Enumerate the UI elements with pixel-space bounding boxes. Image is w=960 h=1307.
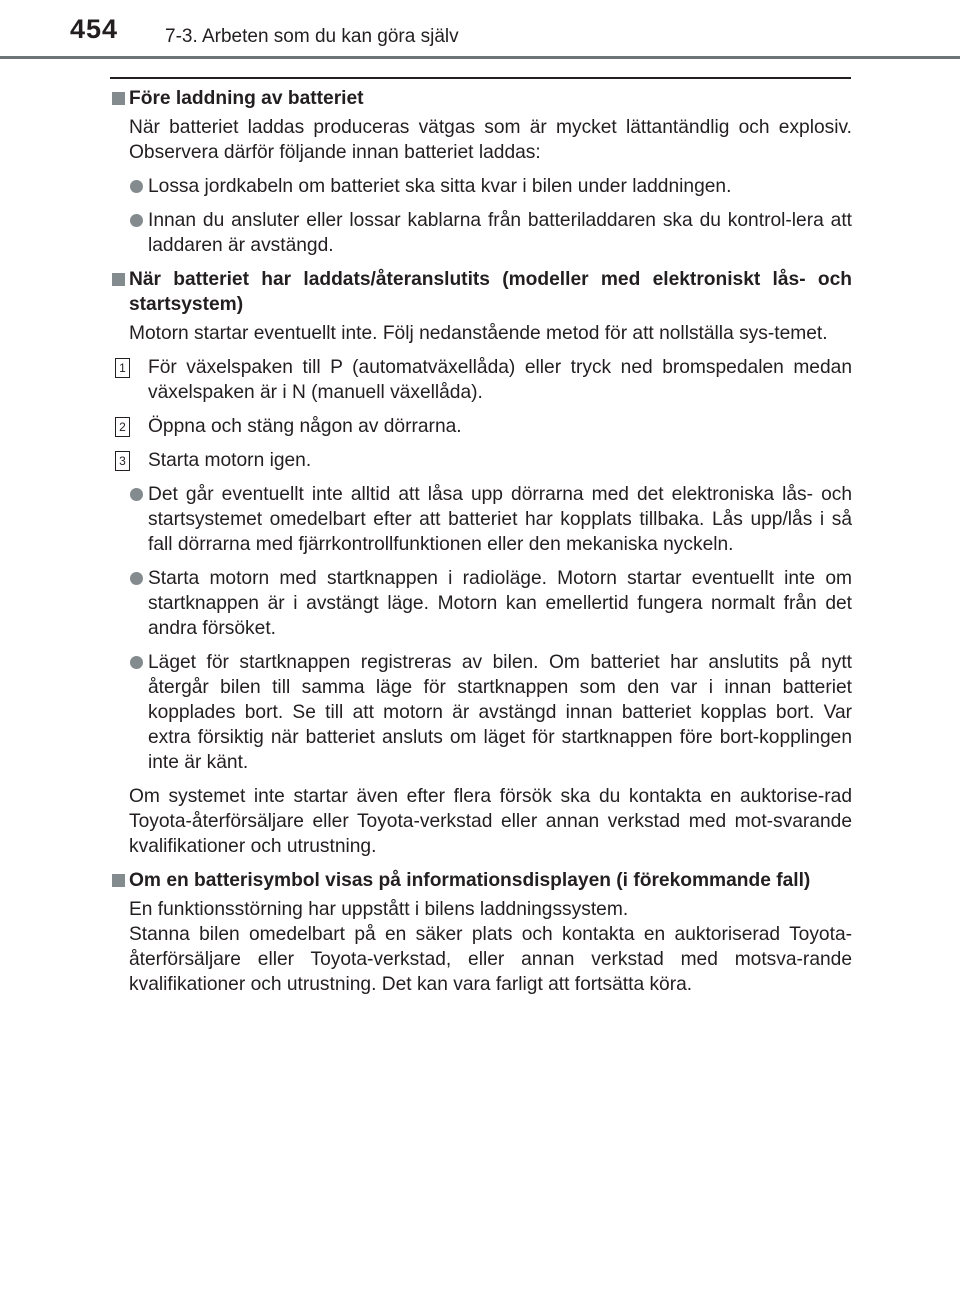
paragraph: Om systemet inte startar även efter flera försök ska du kontakta en auktorise-rad Toyota-återförsäljare eller Toyota-verkstad eller annan verkstad med mot-svarande kvalifikationer och utrustning. — [129, 786, 852, 857]
step-item — [110, 414, 852, 439]
bullet-text: Lossa jordkabeln om batteriet ska sitta kvar i bilen under laddningen. — [148, 176, 732, 197]
bullet-item — [110, 174, 852, 199]
section-title: 7-3. Arbeten som du kan göra själv — [165, 26, 459, 47]
paragraph — [110, 897, 852, 997]
page-content — [110, 86, 852, 1006]
paragraph-line: En funktionsstörning har uppstått i bilens laddningssystem. — [129, 899, 629, 920]
bullet-item — [110, 650, 852, 775]
heading-text: Före laddning av batteriet — [129, 88, 364, 109]
bullet-item — [110, 208, 852, 258]
step-item — [110, 355, 852, 405]
bullet-text: Läget för startknappen registreras av bilen. Om batteriet har anslutits på nytt återgår bilen till samma läge för startknappen som den var i innan batteriet kopplades bort. Se till att motorn är avstängd innan batteriet kopplas bort. Var extra försiktig när batteriet ansluts om läget för startknappen före bort-kopplingen inte är känt. — [148, 652, 852, 773]
header-rule — [0, 56, 960, 59]
bullet-text: Innan du ansluter eller lossar kablarna från batteriladdaren ska du kontrol-lera att laddaren är avstängd. — [148, 210, 852, 256]
heading-text: När batteriet har laddats/återanslutits (modeller med elektroniskt lås- och startsystem) — [129, 269, 852, 315]
step-text: För växelspaken till P (automatväxellåda) eller tryck ned bromspedalen medan växelspaken är i N (manuell växellåda). — [148, 357, 852, 403]
circle-bullet-icon — [130, 656, 143, 669]
paragraph: Motorn startar eventuellt inte. Följ nedanstående metod för att nollställa sys-temet. — [129, 323, 828, 344]
bullet-text: Starta motorn med startknappen i radioläge. Motorn startar eventuellt inte om startknappen är i avstängt läge. Motorn kan emellertid fungera normalt från det andra försöket. — [148, 568, 852, 639]
step-number-box: 3 — [115, 451, 130, 471]
bullet-item — [110, 566, 852, 641]
bullet-text: Det går eventuellt inte alltid att låsa upp dörrarna med det elektroniska lås- och startsystemet omedelbart efter att batteriet har kopplats tillbaka. Lås upp/lås i så fall dörrarna med fjärrkontrollfunktionen eller den mekaniska nyckeln. — [148, 484, 852, 555]
section-heading — [110, 86, 852, 111]
circle-bullet-icon — [130, 572, 143, 585]
square-bullet-icon — [112, 92, 125, 105]
paragraph: När batteriet laddas produceras vätgas som är mycket lättantändlig och explosiv. Observera därför följande innan batteriet laddas: — [129, 117, 852, 163]
step-text: Öppna och stäng någon av dörrarna. — [148, 416, 462, 437]
circle-bullet-icon — [130, 180, 143, 193]
page-header — [0, 0, 960, 58]
square-bullet-icon — [112, 874, 125, 887]
heading-text: Om en batterisymbol visas på informationsdisplayen (i förekommande fall) — [129, 870, 811, 891]
step-text: Starta motorn igen. — [148, 450, 312, 471]
paragraph-line: Stanna bilen omedelbart på en säker plats och kontakta en auktoriserad Toyota-återförsäljare eller Toyota-verkstad, eller annan verkstad med motsva-rande kvalifikationer och utrustning. Det kan vara farligt att fortsätta köra. — [129, 924, 852, 995]
step-number-box: 1 — [115, 358, 130, 378]
square-bullet-icon — [112, 273, 125, 286]
page-number: 454 — [70, 14, 119, 44]
step-item — [110, 448, 852, 473]
circle-bullet-icon — [130, 488, 143, 501]
bullet-item — [110, 482, 852, 557]
section-heading — [110, 868, 852, 893]
circle-bullet-icon — [130, 214, 143, 227]
top-rule — [110, 77, 851, 79]
step-number-box: 2 — [115, 417, 130, 437]
section-heading — [110, 267, 852, 317]
